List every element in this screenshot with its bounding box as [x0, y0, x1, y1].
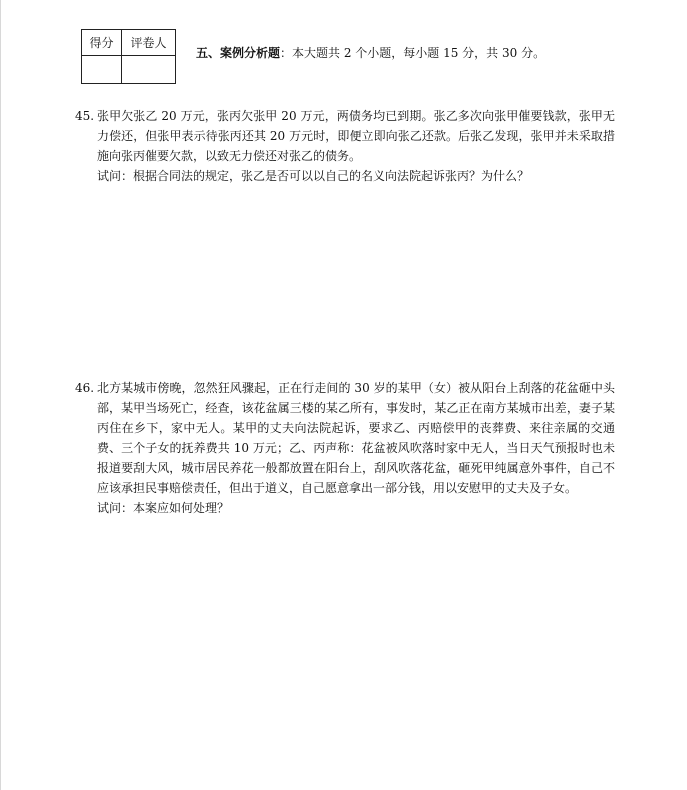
question-body: 张甲欠张乙 20 万元，张丙欠张甲 20 万元，两债务均已到期。张乙多次向张甲催要钱款，张甲无力偿还，但张甲表示待张丙还其 20 万元时，即便立即向张乙还款。后张乙发现，张甲并未采取措施向张丙催要欠款，以致无力偿还对张乙的债务。	[97, 109, 615, 163]
score-cell[interactable]	[82, 56, 122, 84]
section-instructions: ：本大题共 2 个小题，每小题 15 分，共 30 分。	[280, 46, 546, 60]
question-prompt: 试问：根据合同法的规定，张乙是否可以以自己的名义向法院起诉张丙？为什么？	[97, 169, 530, 183]
section-title: 五、案例分析题	[196, 46, 281, 60]
question-number: 45.	[75, 109, 95, 123]
grader-header: 评卷人	[122, 30, 176, 56]
grader-cell[interactable]	[122, 56, 176, 84]
question-45	[75, 106, 615, 186]
page-edge	[0, 0, 1, 790]
score-header: 得分	[82, 30, 122, 56]
question-number: 46.	[75, 381, 95, 395]
question-prompt: 试问：本案应如何处理？	[97, 501, 230, 515]
section-heading	[196, 45, 545, 61]
question-46	[75, 378, 615, 518]
question-body: 北方某城市傍晚，忽然狂风骤起，正在行走间的 30 岁的某甲（女）被从阳台上刮落的花盆砸中头部，某甲当场死亡，经查，该花盆属三楼的某乙所有，事发时，某乙正在南方某城市出差，妻子某丙住在乡下，家中无人。某甲的丈夫向法院起诉，要求乙、丙赔偿甲的丧葬费、来往亲属的交通费、三个子女的抚养费共 10 万元；乙、丙声称：花盆被风吹落时家中无人，当日天气预报时也未报道要刮大风，城市居民养花一般都放置在阳台上，刮风吹落花盆，砸死甲纯属意外事件，自己不应该承担民事赔偿责任，但出于道义，自己愿意拿出一部分钱，用以安慰甲的丈夫及子女。	[97, 381, 615, 495]
score-table	[81, 29, 176, 84]
